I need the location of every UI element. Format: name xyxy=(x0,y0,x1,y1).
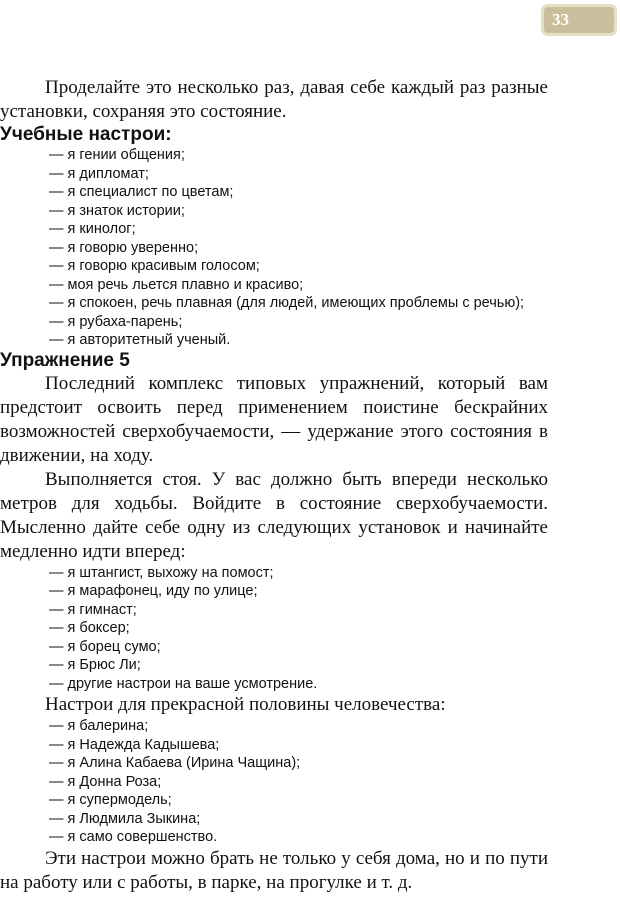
list-item: — я само совершенство. xyxy=(49,829,218,845)
list-item: — другие настрои на ваше усмотрение. xyxy=(49,675,318,692)
list-item: — я балерина; xyxy=(49,718,149,734)
list-item: — я знаток истории; xyxy=(49,202,185,219)
section-heading-exercise-5: Упражнение 5 xyxy=(0,349,130,371)
list-item: — я супермодель; xyxy=(49,792,172,808)
page-number: 33 xyxy=(552,10,569,29)
list-item: — я штангист, выхожу на помост; xyxy=(49,564,274,581)
list-item: — я гимнаст; xyxy=(49,601,137,618)
list-item: — моя речь льется плавно и красиво; xyxy=(49,276,304,293)
list-item: — я говорю красивым голосом; xyxy=(49,258,260,274)
exercise-paragraph-1: Последний комплекс типовых упражнений, который вам предстоит освоить перед применением поистине бескрайних возможностей сверхобучаемости, — удержание этого состояния в движении, на ходу. xyxy=(0,372,548,466)
walking-moods-list xyxy=(0,564,548,694)
learning-moods-list xyxy=(0,146,548,350)
list-item: — я говорю уверенно; xyxy=(49,239,199,256)
closing-paragraph: Эти настрои можно брать не только у себя дома, но и по пути на работу или с работы, в парке, на прогулке и т. д. xyxy=(0,847,548,893)
list-item: — я спокоен, речь плавная (для людей, имеющих проблемы с речью); xyxy=(49,295,525,311)
list-item: — я марафонец, иду по улице; xyxy=(49,583,258,599)
list-item: — я боксер; xyxy=(49,620,130,636)
list-item: — я Донна Роза; xyxy=(49,773,162,790)
list-item: — я авторитетный ученый. xyxy=(49,332,231,348)
page-content xyxy=(0,76,548,895)
list-item: — я борец сумо; xyxy=(49,638,161,655)
section-heading-learning-moods: Учебные настрои: xyxy=(0,124,172,145)
page-number-badge xyxy=(541,4,617,36)
list-item: — я гении общения; xyxy=(49,147,185,163)
intro-paragraph: Проделайте это несколько раз, давая себе каждый раз разные установки, сохраняя это состояние. xyxy=(0,77,548,122)
list-item: — я Брюс Ли; xyxy=(49,657,141,673)
list-item: — я Людмила Зыкина; xyxy=(49,810,201,827)
list-item: — я Надежда Кадышева; xyxy=(49,736,220,753)
women-moods-list xyxy=(0,717,548,847)
list-item: — я рубаха-парень; xyxy=(49,313,183,330)
exercise-paragraph-2: Выполняется стоя. У вас должно быть впереди несколько метров для ходьбы. Войдите в состояние сверхобучаемости. Мысленно дайте себе одну из следующих установок и начинайте медленно идти вперед: xyxy=(0,468,548,562)
list-item: — я дипломат; xyxy=(49,165,149,182)
women-moods-intro: Настрои для прекрасной половины человечества: xyxy=(45,694,446,715)
list-item: — я кинолог; xyxy=(49,221,136,237)
list-item: — я специалист по цветам; xyxy=(49,184,234,200)
list-item: — я Алина Кабаева (Ирина Чащина); xyxy=(49,755,301,771)
